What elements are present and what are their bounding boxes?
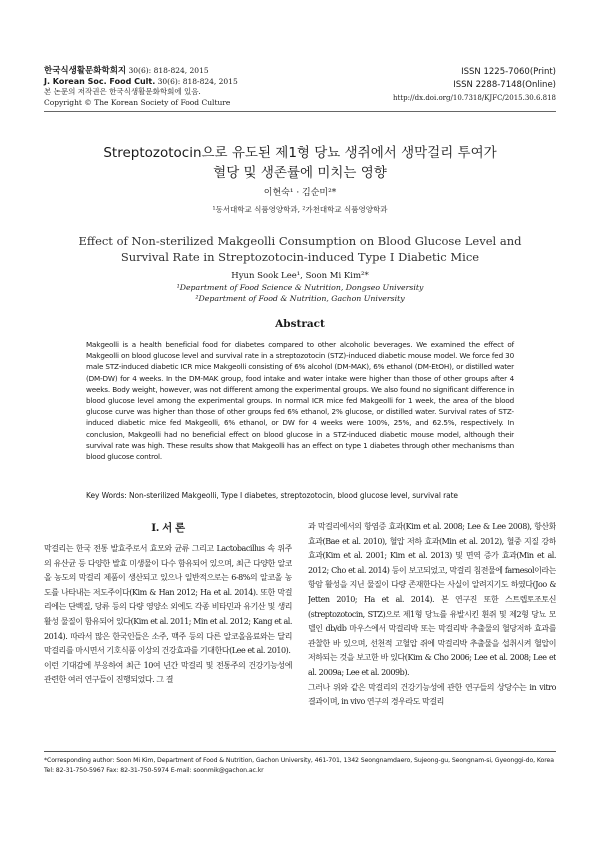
section-heading-introduction: I. 서 론: [151, 522, 185, 534]
body-column-right: [308, 520, 556, 746]
issn-block: [393, 66, 556, 105]
affiliation-1: ¹Department of Food Science & Nutrition, Dongseo University: [176, 283, 424, 292]
title-korean-line-2: 혈당 및 생존률에 미치는 영향: [213, 165, 387, 181]
copyright-note-ko: 본 논문의 저작권은 한국식생활문화학회에 있음.: [44, 87, 201, 96]
intro-paragraph: 막걸리는 한국 전통 발효주로서 효모와 균류 그리고 Lactobacillus 속 위주의 유산균 등 다양한 발효 미생물이 다수 함유되어 있으며, 최근 다양한 알코올 농도의 막걸리 제품이 생산되고 있으나 일반적으로는 6-8%의 알코올 농도를 나타내는 저도주이다(Kim & Han 2012; Ha et al. 2014). 또한 막걸리에는 단백질, 당류 등의 다량 영양소 외에도 각종 비타민과 유기산 및 생리활성 물질이 함유되어 있다(Kim et al. 2011; Min et al. 2012; Kang et al. 2014). 따라서 많은 한국인들은 소주, 맥주 등의 다른 알코올음료와는 달리 막걸리를 마시면서 기호식품 이상의 건강효과를 기대한다(Lee et al. 2010).: [44, 544, 292, 656]
issn-print: ISSN 1225-7060(Print): [461, 67, 556, 77]
title-korean: [40, 143, 560, 183]
title-english-line-1: Effect of Non-sterilized Makgeolli Consumption on Blood Glucose Level and: [78, 234, 522, 248]
intro-paragraph: 그러나 위와 같은 막걸리의 건강기능성에 관한 연구들의 상당수는 in vitro 결과이며, in vivo 연구의 경우라도 막걸리: [308, 682, 556, 707]
affiliation-2: ²Department of Food & Nutrition, Gachon University: [195, 294, 405, 303]
intro-paragraph: 이런 기대감에 부응하여 최근 10여 년간 막걸리 및 전통주의 건강기능성에 관련한 여러 연구들이 진행되었다. 그 결: [44, 660, 292, 685]
abstract-text: Makgeolli is a health beneficial food for diabetes compared to other alcoholic beverages. We examined the effect of Makgeolli on blood glucose level and survival rate in a streptozotocin (STZ)-induced diabetic mouse model. We force fed 30 male STZ-induced diabetic ICR mice Makgeolli consisting of 6% alcohol (DM-MAK), 6% ethanol (DM-EtOH), or distilled water (DM-DW) for 4 weeks. In the DM-MAK group, food intake and water intake were higher than those of other groups after 4 weeks. Body weight, however, was not different among the experimental groups. We also found no significant difference in blood glucose level among the experimental groups. In normal ICR mice fed Makgeolli for 1 week, the area of the blood glucose curve was higher than those of other groups fed 6% ethanol, 2% glucose, or distilled water. Survival rates of STZ-induced diabetic mice fed Makgeolli, 6% ethanol, or DW for 4 weeks were 100%, 25%, and 62.5%, respectively. In conclusion, Makgeolli had no beneficial effect on blood glucose in a STZ-induced diabetic mouse model, although their survival rate was high. These results show that Makgeolli has an effect on type 1 diabetes through other mechanisms than blood glucose control.: [86, 340, 514, 462]
doi-link[interactable]: http://dx.doi.org/10.7318/KJFC/2015.30.6.818: [392, 94, 556, 102]
body-column-left: [44, 520, 292, 738]
footnote-line-2: Tel: 82-31-750-5967 Fax: 82-31-750-5974 E-mail: soonmik@gachon.ac.kr: [44, 766, 264, 774]
header-divider: [44, 111, 556, 112]
abstract-heading: Abstract: [275, 318, 325, 330]
footnote-divider: [44, 751, 556, 752]
journal-pages-en: 30(6): 818-824, 2015: [157, 76, 238, 86]
keywords: Key Words: Non-sterilized Makgeolli, Type I diabetes, streptozotocin, blood glucose level, survival rate: [86, 491, 458, 500]
intro-text-left: [44, 542, 292, 738]
title-english-line-2: Survival Rate in Streptozotocin-induced Type I Diabetic Mice: [120, 250, 480, 264]
title-english: [40, 233, 560, 265]
issn-online: ISSN 2288-7148(Online): [453, 80, 556, 90]
corresponding-author-footnote: [44, 756, 556, 775]
footnote-line-1: *Corresponding author: Soon Mi Kim, Department of Food & Nutrition, Gachon University, 461-701, 1342 Seongnamdaero, Sujeong-gu, Seongnam-si, Gyeonggi-do, Korea: [44, 757, 554, 764]
journal-header: [44, 66, 238, 108]
journal-name-en: J. Korean Soc. Food Cult.: [44, 76, 156, 86]
journal-pages-ko: 30(6): 818-824, 2015: [128, 66, 209, 75]
authors-english: Hyun Sook Lee¹, Soon Mi Kim²*: [231, 271, 369, 281]
affiliations-english: [40, 282, 560, 304]
affiliations-korean: ¹동서대학교 식품영양학과, ²가천대학교 식품영양학과: [212, 205, 388, 214]
intro-text-right: [308, 520, 556, 746]
copyright: Copyright © The Korean Society of Food Culture: [44, 97, 231, 107]
journal-name-ko: 한국식생활문화학회지: [44, 66, 127, 76]
title-korean-line-1: Streptozotocin으로 유도된 제1형 당뇨 생쥐에서 생막걸리 투여가: [103, 145, 497, 161]
authors-korean: 이현숙¹ · 김순미²*: [263, 188, 337, 198]
intro-paragraph: 과 막걸리에서의 항염증 효과(Kim et al. 2008; Lee & Lee 2008), 항산화 효과(Bae et al. 2010), 혈압 저하 효과(Min et al. 2012), 혈중 지질 강하 효과(Kim et al. 2001; Kim et al. 2013) 및 면역 증가 효과(Min et al. 2012; Cho et al. 2014) 등이 보고되었고, 막걸리 침전물에 farnesol이라는 항암 활성을 지닌 물질이 다량 존재한다는 사실이 알려지기도 하였다(Joo & Jetten 2010; Ha et al. 2014). 본 연구진 또한 스트렙토조토신(streptozotocin, STZ)으로 제1형 당뇨를 유발시킨 흰쥐 및 제2형 당뇨 모델인 db/db 마우스에서 막걸리박 또는 막걸리박 추출물의 혈당저하 효과를 관찰한 바 있으며, 선천적 고혈압 쥐에 막걸리박 추출물을 섭취시켜 혈압이 저하되는 것을 보고한 바 있다(Kim & Cho 2006; Lee et al. 2008; Lee et al. 2009a; Lee et al. 2009b).: [308, 522, 556, 677]
